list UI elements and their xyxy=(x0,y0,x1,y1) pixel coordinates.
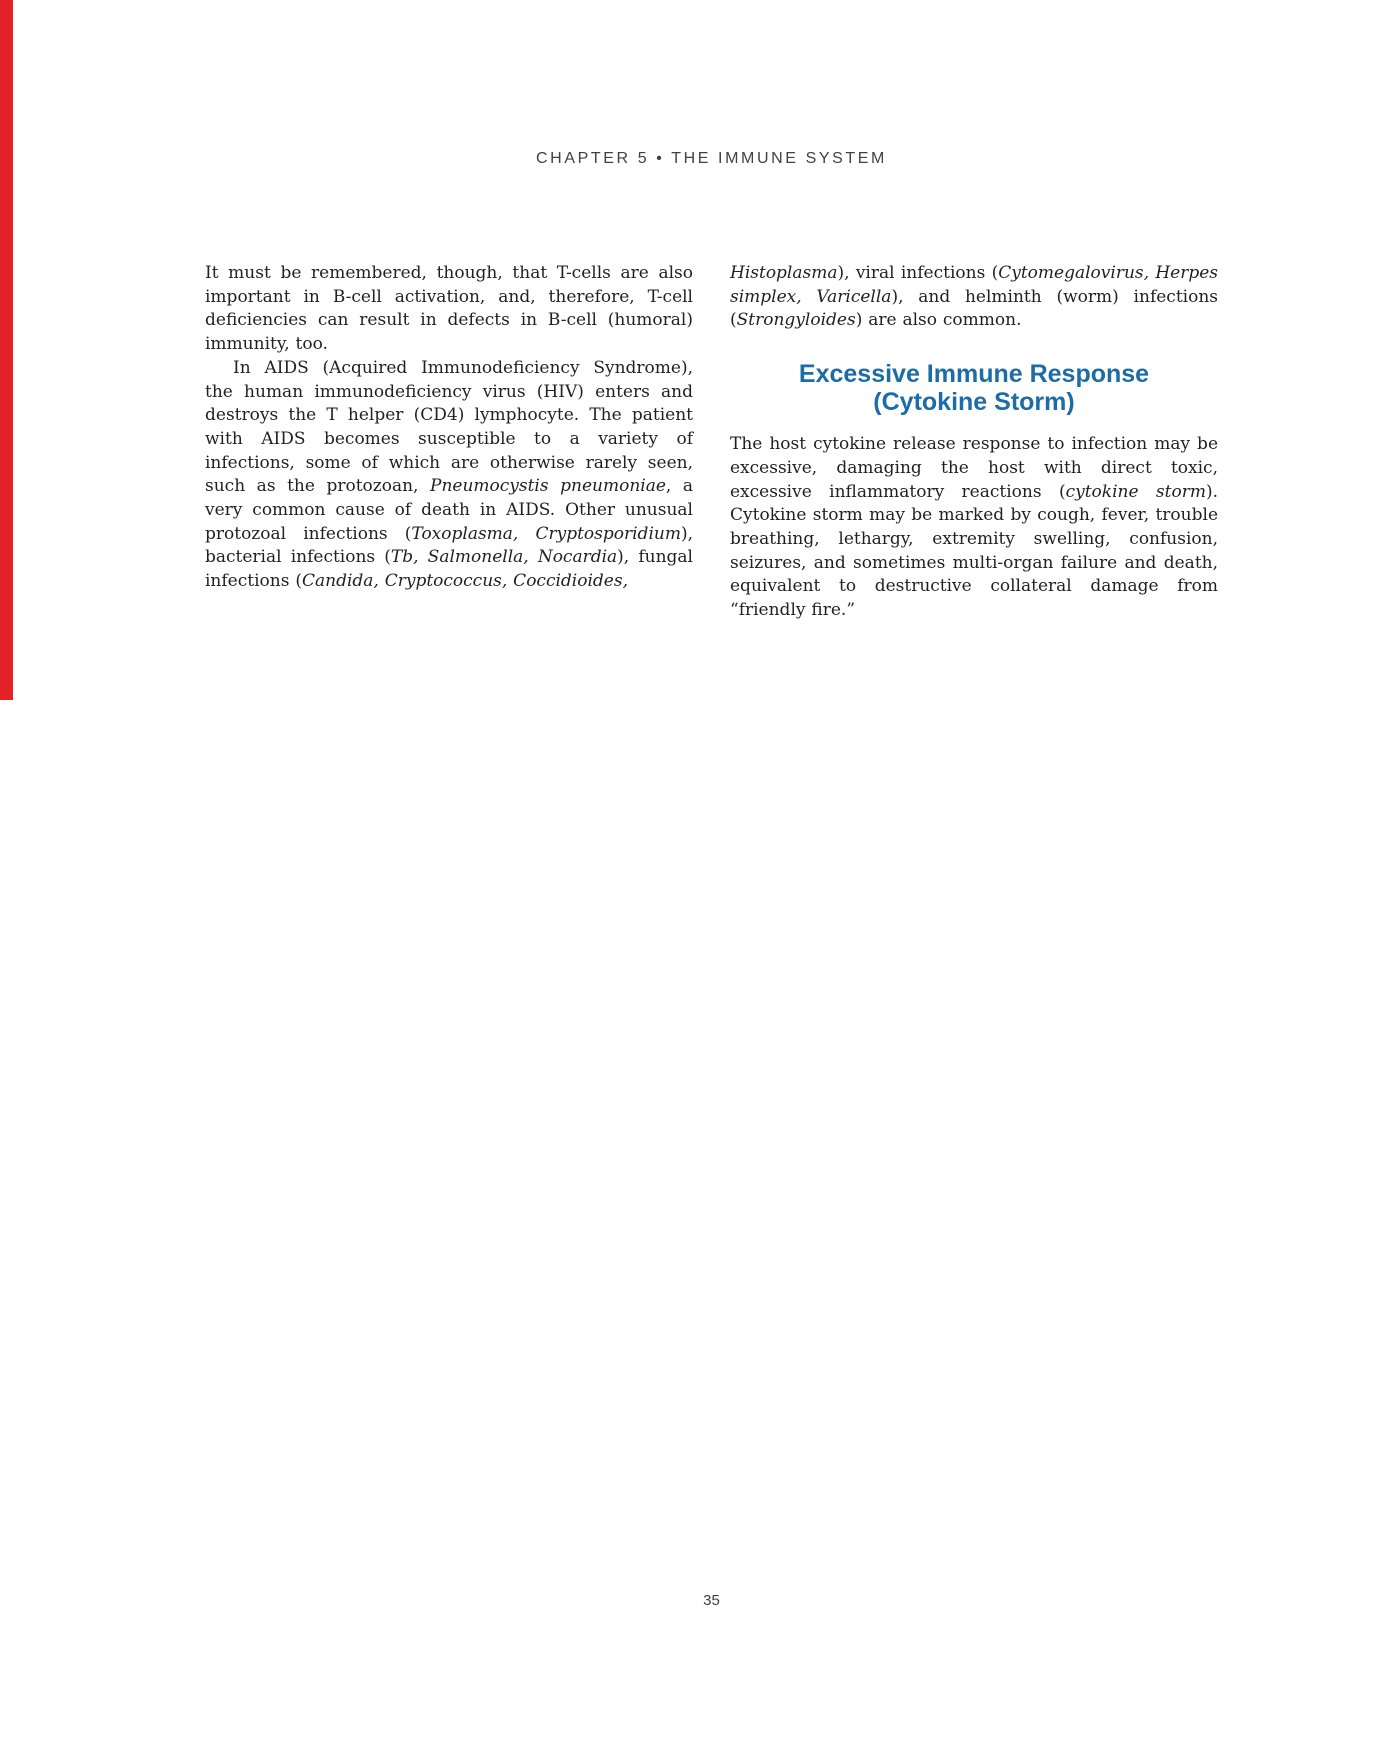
chapter-edge-tab xyxy=(0,0,13,700)
two-column-text-block xyxy=(205,262,1218,623)
section-heading-line1: Excessive Immune Response xyxy=(798,360,1150,389)
section-heading xyxy=(730,360,1218,416)
paragraph-tcell-bcell: It must be remembered, though, that T-cells are also important in B-cell activation, and, therefore, T-cell deficiencies can result in defects in B-cell (humoral) immunity, too. xyxy=(205,263,693,355)
right-column xyxy=(730,262,1218,623)
section-heading-line2: (Cytokine Storm) xyxy=(873,388,1075,417)
paragraph-cytokine-storm: The host cytokine release response to infection may be excessive, damaging the host with direct toxic, excessive inflammatory reactions (cytokine storm). Cytokine storm may be marked by cough, fever, trouble breathing, lethargy, extremity swelling, confusion, seizures, and sometimes multi-organ failure and death, equivalent to destructive collateral damage from “friendly fire.” xyxy=(730,434,1218,621)
page-number: 35 xyxy=(703,1592,720,1609)
left-column xyxy=(205,262,693,623)
paragraph-aids: In AIDS (Acquired Immunodeficiency Syndrome), the human immunodeficiency virus (HIV) enters and destroys the T helper (CD4) lymphocyte. The patient with AIDS becomes susceptible to a variety of infections, some of which are otherwise rarely seen, such as the protozoan, Pneumocystis pneumoniae, a very common cause of death in AIDS. Other unusual protozoal infections (Toxoplasma, Cryptosporidium), bacterial infections (Tb, Salmonella, Nocardia), fungal infections (Candida, Cryptococcus, Coccidioides, xyxy=(205,357,694,592)
paragraph-infections-continuation: Histoplasma), viral infections (Cytomegalovirus, Herpes simplex, Varicella), and helminth (worm) infections (Strongyloides) are also common. xyxy=(730,263,1218,331)
running-header: CHAPTER 5 • THE IMMUNE SYSTEM xyxy=(536,150,887,167)
